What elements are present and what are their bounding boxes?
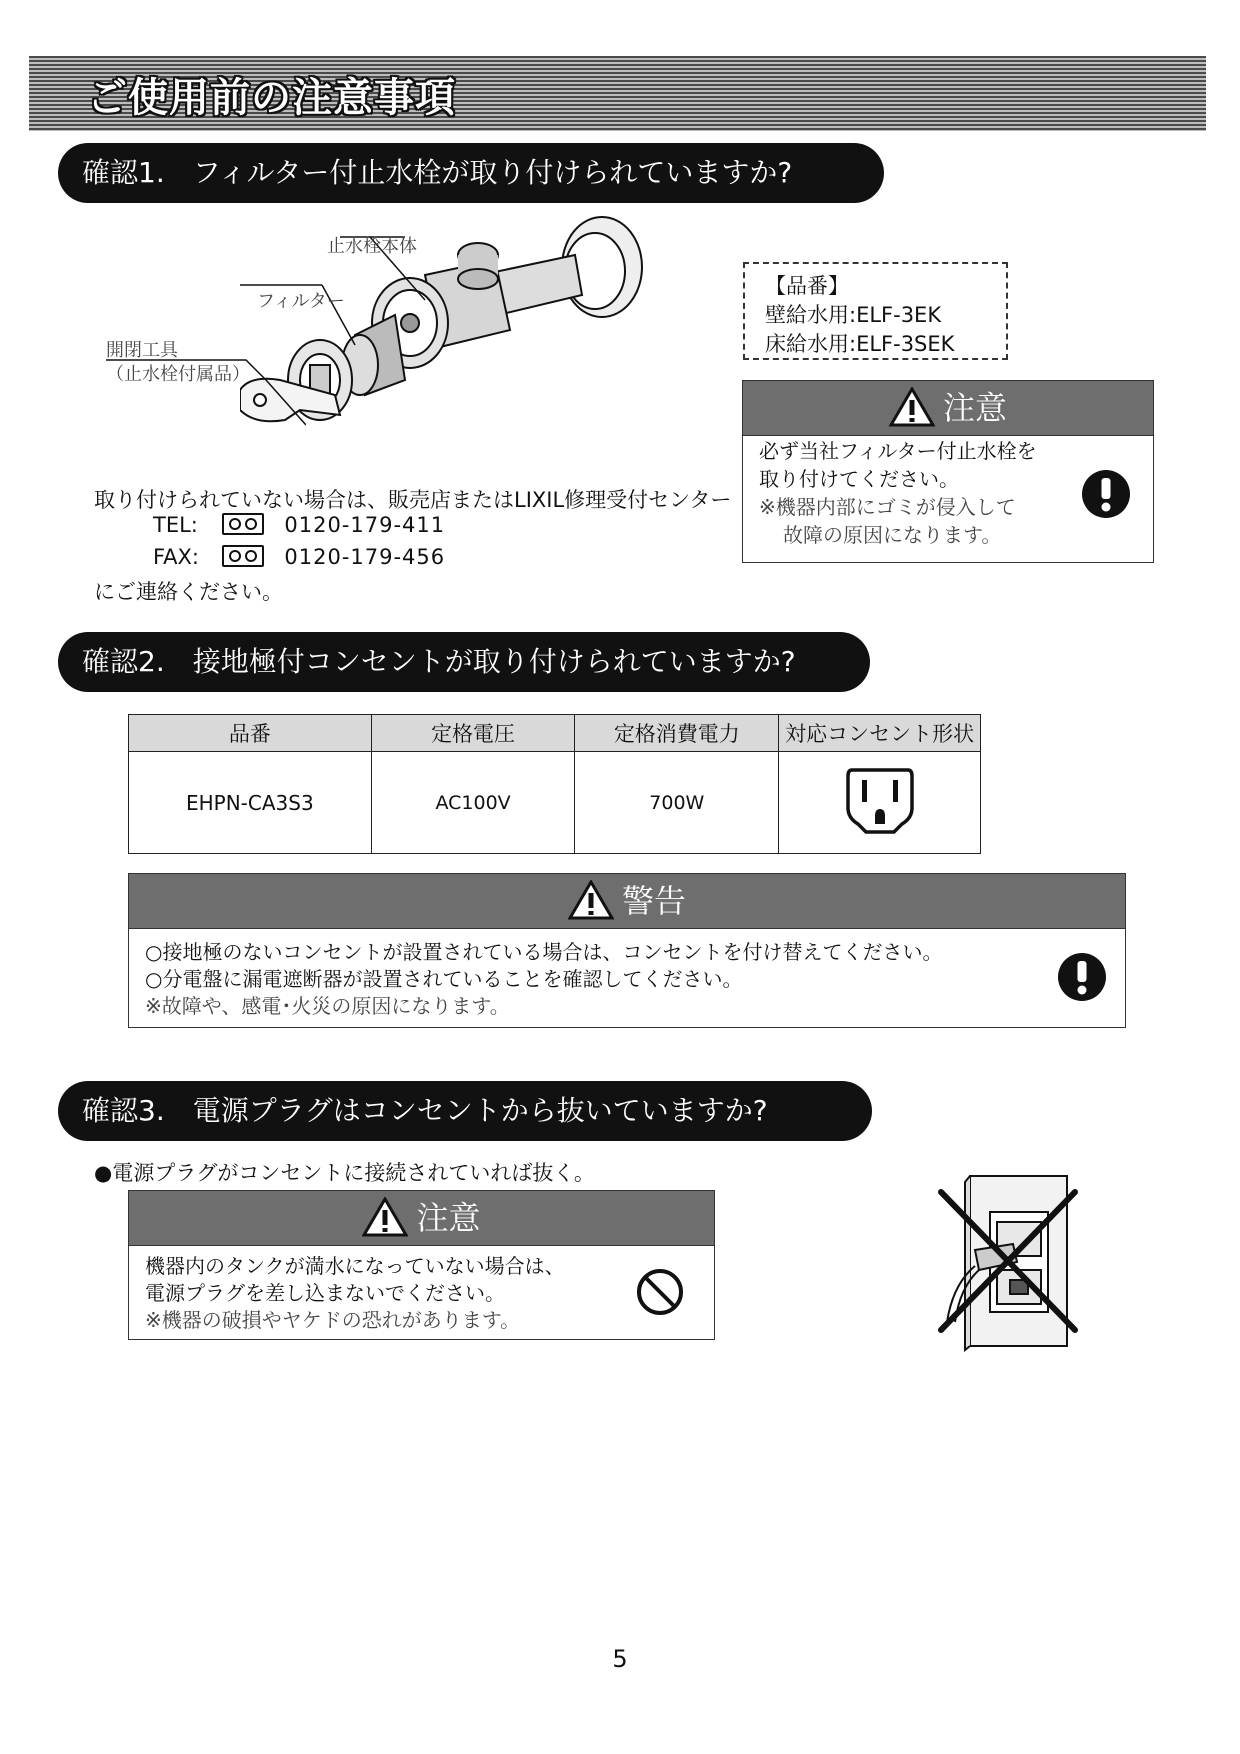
fax-line xyxy=(153,545,445,569)
free-dial-icon xyxy=(222,513,264,535)
product-heading: 【品番】 xyxy=(765,274,849,298)
tel-number: 0120-179-411 xyxy=(284,513,446,537)
label-tool-accessory: （止水栓付属品） xyxy=(106,364,250,385)
warning-triangle-icon xyxy=(889,387,935,427)
product-wall: 壁給水用:ELF-3EK xyxy=(765,303,942,327)
free-dial-icon xyxy=(222,545,264,567)
table-row xyxy=(129,752,981,854)
warning-line2: ○分電盤に漏電遮断器が設置されていることを確認してください。 xyxy=(145,967,743,991)
outlet-prohibited-illustration xyxy=(935,1172,1085,1352)
caution-line1: 機器内のタンクが満水になっていない場合は、 xyxy=(145,1254,565,1278)
page-title: ご使用前の注意事項 xyxy=(87,75,456,121)
caution-note: ※機器の破損やヤケドの恐れがあります。 xyxy=(145,1308,521,1332)
contact-intro: 取り付けられていない場合は、販売店またはLIXIL修理受付センター xyxy=(94,488,732,512)
warning-note: ※故障や、感電･火災の原因になります。 xyxy=(145,994,510,1018)
section3-title: 確認3. 電源プラグはコンセントから抜いていますか? xyxy=(58,1081,872,1141)
table-header: 品番 xyxy=(129,715,372,752)
caution-note2: 故障の原因になります。 xyxy=(783,523,1002,547)
warning-box-outlet xyxy=(128,873,1126,1028)
caution-heading: 注意 xyxy=(942,389,1007,427)
warning-triangle-icon xyxy=(568,880,614,920)
page-number: 5 xyxy=(612,1645,628,1673)
table-cell: EHPN-CA3S3 xyxy=(129,752,372,854)
caution-header xyxy=(743,381,1153,436)
product-number-box xyxy=(743,262,1008,360)
caution-line1: 必ず当社フィルター付止水栓を xyxy=(759,439,1037,463)
page-header xyxy=(29,56,1206,131)
spec-table xyxy=(128,714,981,854)
table-header: 定格電圧 xyxy=(371,715,575,752)
table-header: 対応コンセント形状 xyxy=(779,715,981,752)
tool-leader-line xyxy=(106,300,306,430)
warning-heading: 警告 xyxy=(621,882,686,920)
warning-triangle-icon xyxy=(362,1197,408,1237)
warning-line1: ○接地極のないコンセントが設置されている場合は、コンセントを付け替えてください。 xyxy=(145,940,943,964)
prohibited-icon xyxy=(635,1267,685,1317)
caution-box-filter xyxy=(742,380,1154,563)
table-cell: AC100V xyxy=(371,752,575,854)
table-cell: 700W xyxy=(575,752,779,854)
caution-header xyxy=(129,1191,714,1246)
label-valve-body: 止水栓本体 xyxy=(327,236,417,257)
mandatory-icon xyxy=(1057,952,1107,1002)
caution-heading: 注意 xyxy=(416,1199,481,1237)
table-cell xyxy=(779,752,981,854)
tel-line xyxy=(153,513,445,537)
contact-outro: にご連絡ください。 xyxy=(94,580,283,604)
fax-label: FAX: xyxy=(153,545,199,569)
section2-title: 確認2. 接地極付コンセントが取り付けられていますか? xyxy=(58,632,870,692)
warning-header xyxy=(129,874,1125,929)
caution-line2: 電源プラグを差し込まないでください。 xyxy=(145,1281,505,1305)
table-header: 定格消費電力 xyxy=(575,715,779,752)
caution-box-plug xyxy=(128,1190,715,1340)
caution-note1: ※機器内部にゴミが侵入して xyxy=(759,495,1016,519)
unplug-instruction: ●電源プラグがコンセントに接続されていれば抜く。 xyxy=(94,1161,595,1185)
tel-label: TEL: xyxy=(153,513,198,537)
mandatory-icon xyxy=(1081,469,1131,519)
label-filter: フィルター xyxy=(257,291,345,312)
label-tool: 開閉工具 xyxy=(106,340,178,361)
caution-line2: 取り付けてください。 xyxy=(759,467,959,491)
grounded-outlet-icon xyxy=(844,764,916,836)
product-floor: 床給水用:ELF-3SEK xyxy=(765,332,955,356)
table-header-row xyxy=(129,715,981,752)
fax-number: 0120-179-456 xyxy=(284,545,446,569)
section1-title: 確認1. フィルター付止水栓が取り付けられていますか? xyxy=(58,143,884,203)
